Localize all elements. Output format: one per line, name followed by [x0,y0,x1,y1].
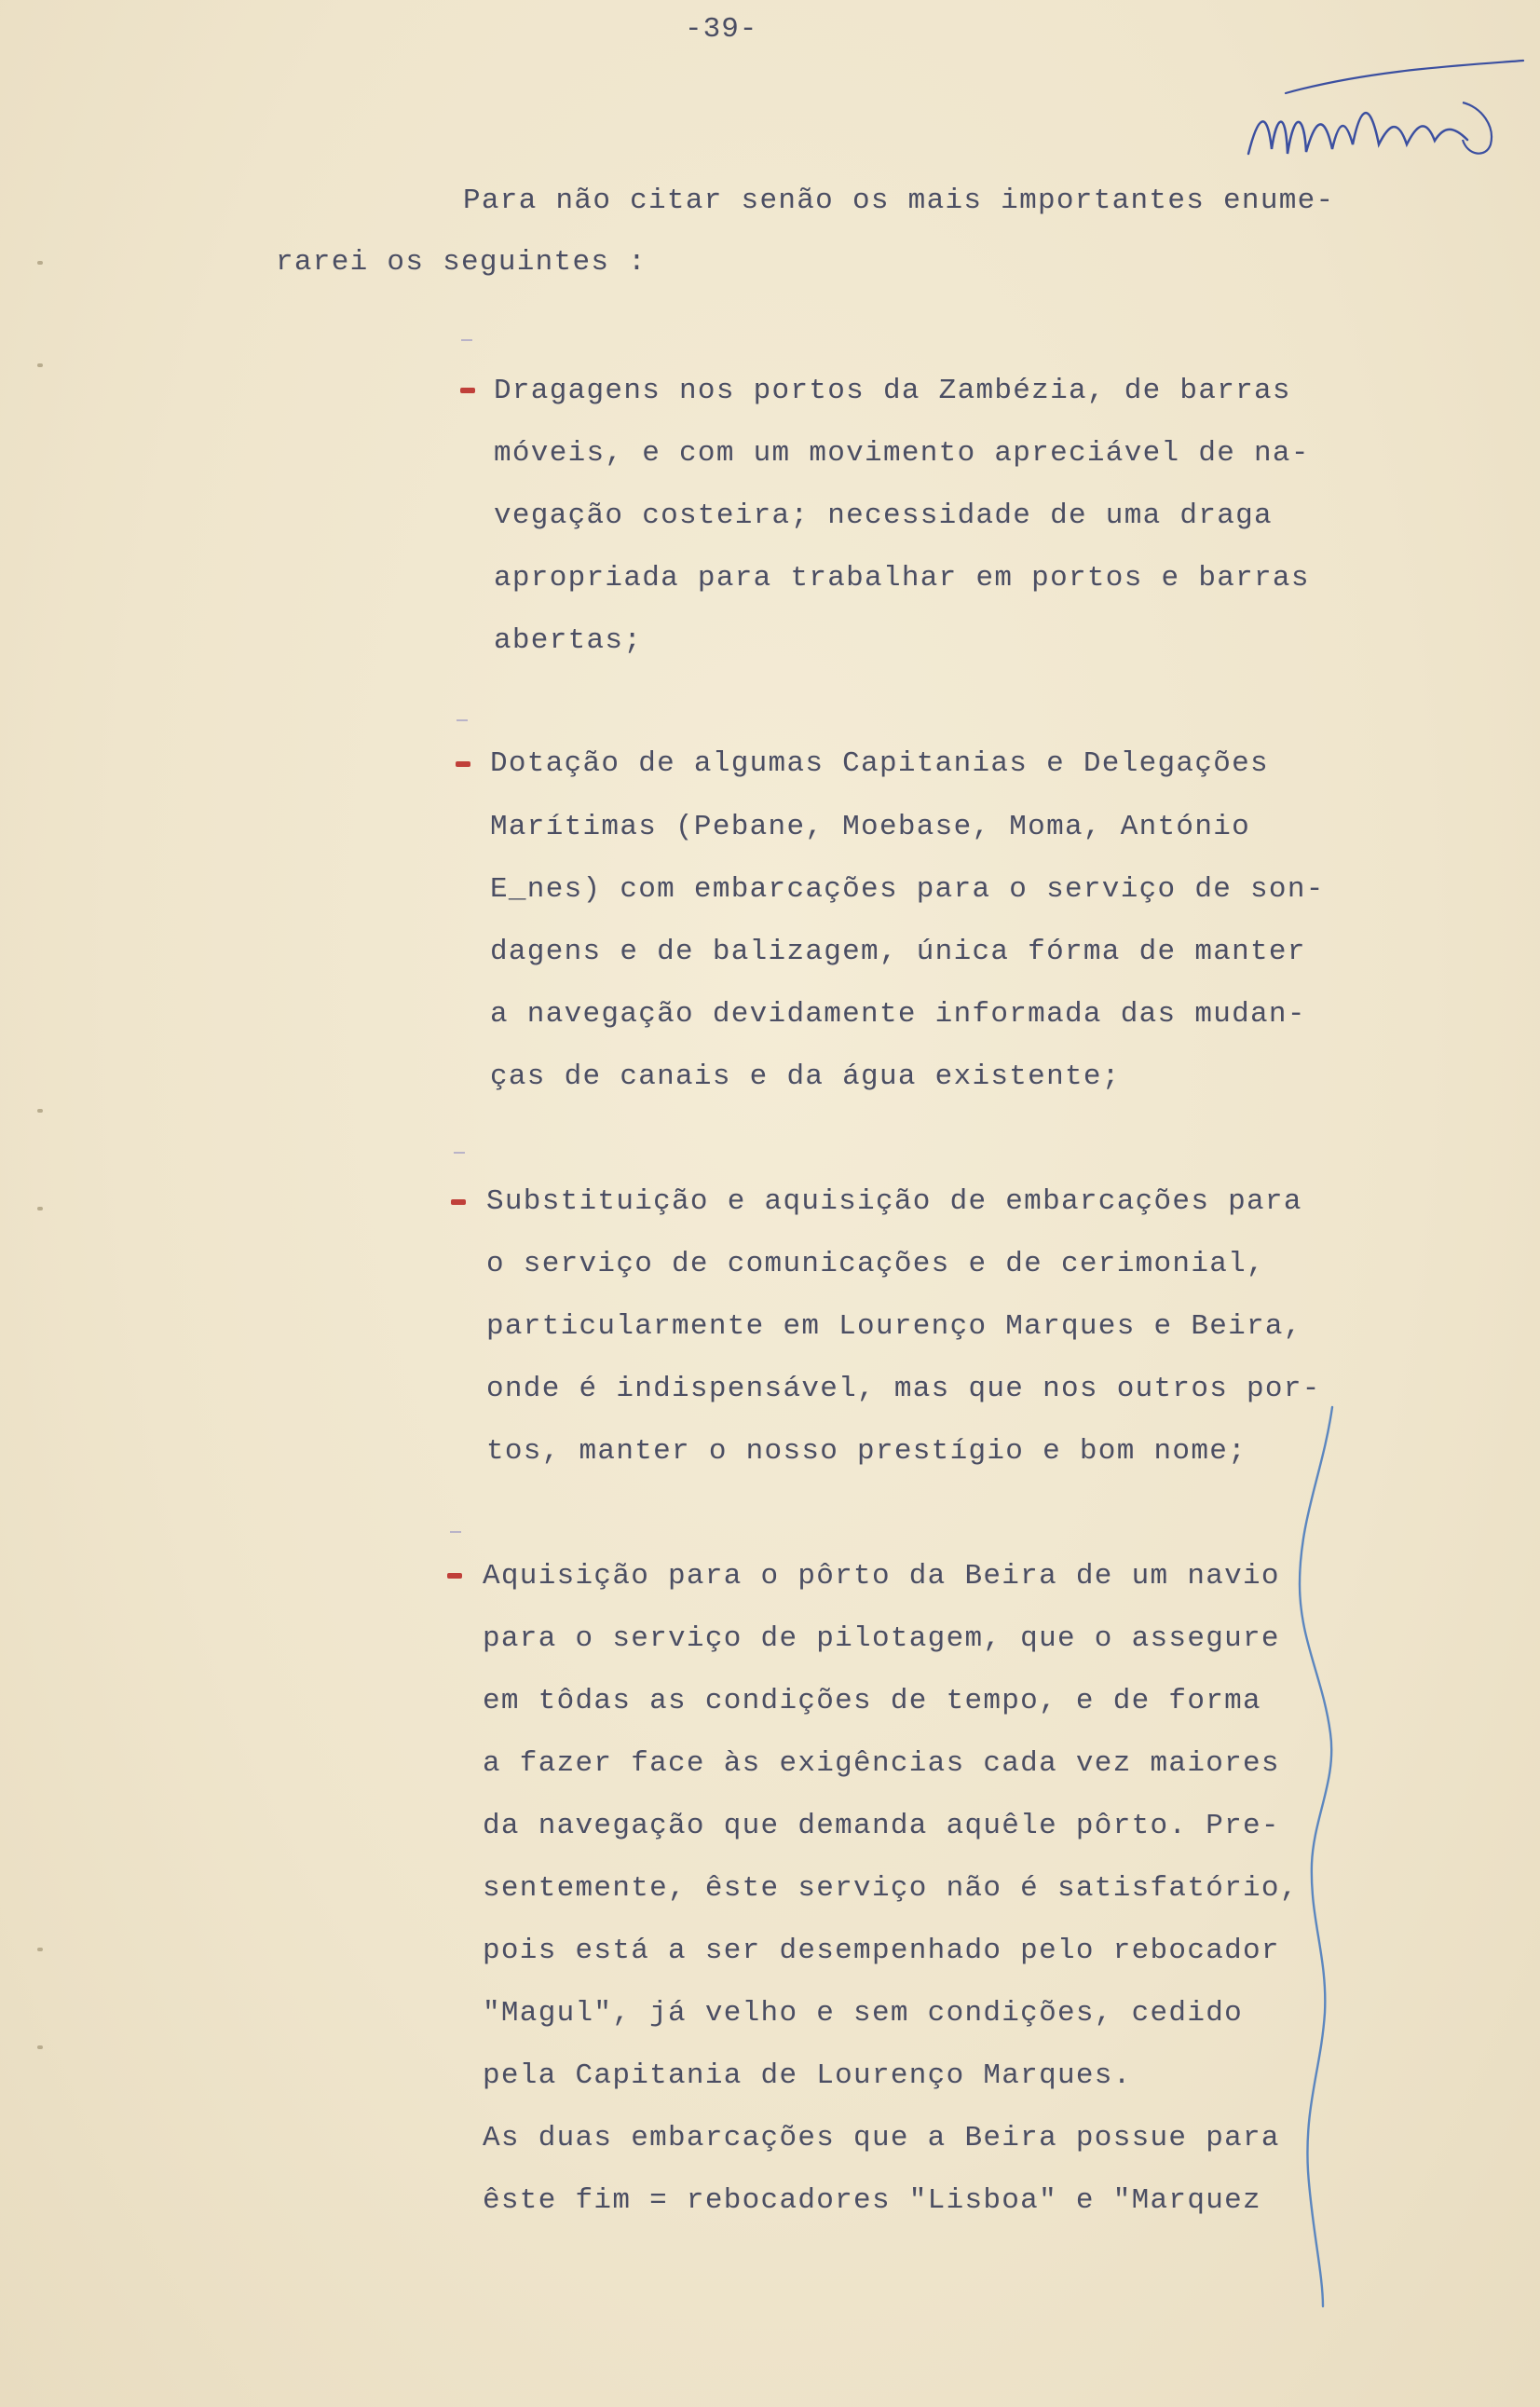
item-2-line-6: ças de canais e da água existente; [490,1060,1121,1093]
margin-speck [37,1109,43,1113]
item-4-line-2: para o serviço de pilotagem, que o assegure [483,1622,1280,1655]
item-4-line-10: As duas embarcações que a Beira possue para [483,2122,1280,2154]
margin-speck [37,363,43,367]
item-1-line-3: vegação costeira; necessidade de uma draga [494,499,1273,532]
item-2-line-4: dagens e de balizagem, única fórma de manter [490,936,1306,968]
handwritten-signature [1230,51,1528,200]
item-1-line-2: móveis, e com um movimento apreciável de na- [494,437,1310,470]
item-3-line-2: o serviço de comunicações e de cerimonial, [486,1248,1265,1280]
bullet-dash [451,1199,466,1205]
item-3-line-3: particularmente em Lourenço Marques e Beira, [486,1310,1302,1343]
item-1-line-1: Dragagens nos portos da Zambézia, de barras [494,375,1291,407]
bullet-dash [447,1573,462,1579]
item-2-line-3: E_nes) com embarcações para o serviço de son- [490,873,1325,906]
item-3-line-5: tos, manter o nosso prestígio e bom nome; [486,1435,1247,1468]
item-4-line-11: êste fim = rebocadores "Lisboa" e "Marquez [483,2184,1261,2217]
bullet-dash [460,388,475,393]
pencil-tick [457,719,468,721]
margin-speck [37,1207,43,1210]
item-4-line-8: "Magul", já velho e sem condições, cedido [483,1997,1244,2030]
pencil-tick [450,1531,461,1533]
item-1-line-4: apropriada para trabalhar em portos e barras [494,562,1310,595]
item-1-line-5: abertas; [494,624,643,657]
pencil-tick [454,1152,465,1154]
margin-speck [37,261,43,265]
page-number: -39- [685,13,758,46]
pencil-brace-annotation [1295,1398,1370,2311]
margin-speck [37,1948,43,1951]
item-2-line-1: Dotação de algumas Capitanias e Delegações [490,747,1269,780]
item-4-line-7: pois está a ser desempenhado pelo rebocador [483,1935,1280,1967]
item-3-line-4: onde é indispensável, mas que nos outros por- [486,1373,1321,1405]
intro-line-1: Para não citar senão os mais importantes enume- [463,185,1335,217]
item-4-line-5: da navegação que demanda aquêle pôrto. Pre- [483,1810,1280,1842]
item-3-line-1: Substituição e aquisição de embarcações para [486,1185,1302,1218]
item-4-line-6: sentemente, êste serviço não é satisfatório, [483,1872,1299,1905]
item-4-line-4: a fazer face às exigências cada vez maiores [483,1747,1280,1780]
intro-line-2: rarei os seguintes : [276,246,647,279]
bullet-dash [456,761,470,767]
item-2-line-5: a navegação devidamente informada das mudan- [490,998,1306,1031]
pencil-tick [461,339,472,341]
item-4-line-3: em tôdas as condições de tempo, e de forma [483,1685,1261,1717]
item-4-line-1: Aquisição para o pôrto da Beira de um navio [483,1560,1280,1593]
item-4-line-9: pela Capitania de Lourenço Marques. [483,2059,1132,2092]
margin-speck [37,2045,43,2049]
item-2-line-2: Marítimas (Pebane, Moebase, Moma, António [490,811,1251,843]
